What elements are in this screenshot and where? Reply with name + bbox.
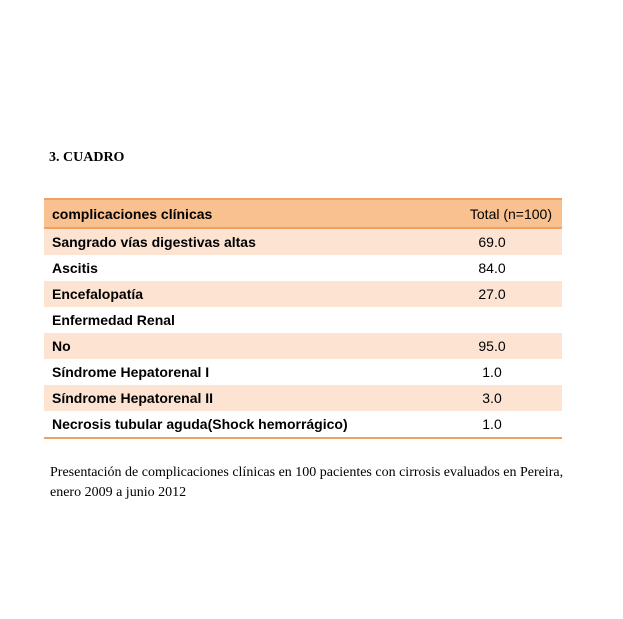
table-caption: Presentación de complicaciones clínicas en 100 pacientes con cirrosis evaluados en Pereira, enero 2009 a junio 2012 [50, 465, 564, 500]
row-value: 84.0 [478, 260, 506, 276]
table-row [44, 307, 562, 333]
table-row [44, 411, 562, 437]
complications-table [44, 198, 562, 439]
table-row [44, 359, 562, 385]
table-row [44, 255, 562, 281]
row-label: Encefalopatía [52, 286, 144, 302]
row-value: 69.0 [478, 234, 506, 250]
table-row [44, 229, 562, 255]
row-label: Sangrado vías digestivas altas [52, 234, 256, 250]
row-label: Enfermedad Renal [52, 312, 175, 328]
row-value: 3.0 [482, 390, 502, 406]
table-title: 3. CUADRO [49, 150, 125, 165]
row-label: Necrosis tubular aguda(Shock hemorrágico) [52, 416, 348, 432]
row-label: No [52, 338, 71, 354]
row-value: 1.0 [482, 364, 502, 380]
header-value: Total (n=100) [469, 205, 552, 222]
row-label: Síndrome Hepatorenal I [52, 364, 210, 380]
row-value: 27.0 [478, 286, 506, 302]
table-row [44, 333, 562, 359]
table-row [44, 281, 562, 307]
row-value: 95.0 [478, 338, 506, 354]
row-value: 1.0 [482, 416, 502, 432]
table-row [44, 385, 562, 411]
header-label: complicaciones clínicas [52, 205, 213, 222]
table-header-row [44, 200, 562, 229]
row-label: Síndrome Hepatorenal II [52, 390, 214, 406]
row-label: Ascitis [52, 260, 98, 276]
